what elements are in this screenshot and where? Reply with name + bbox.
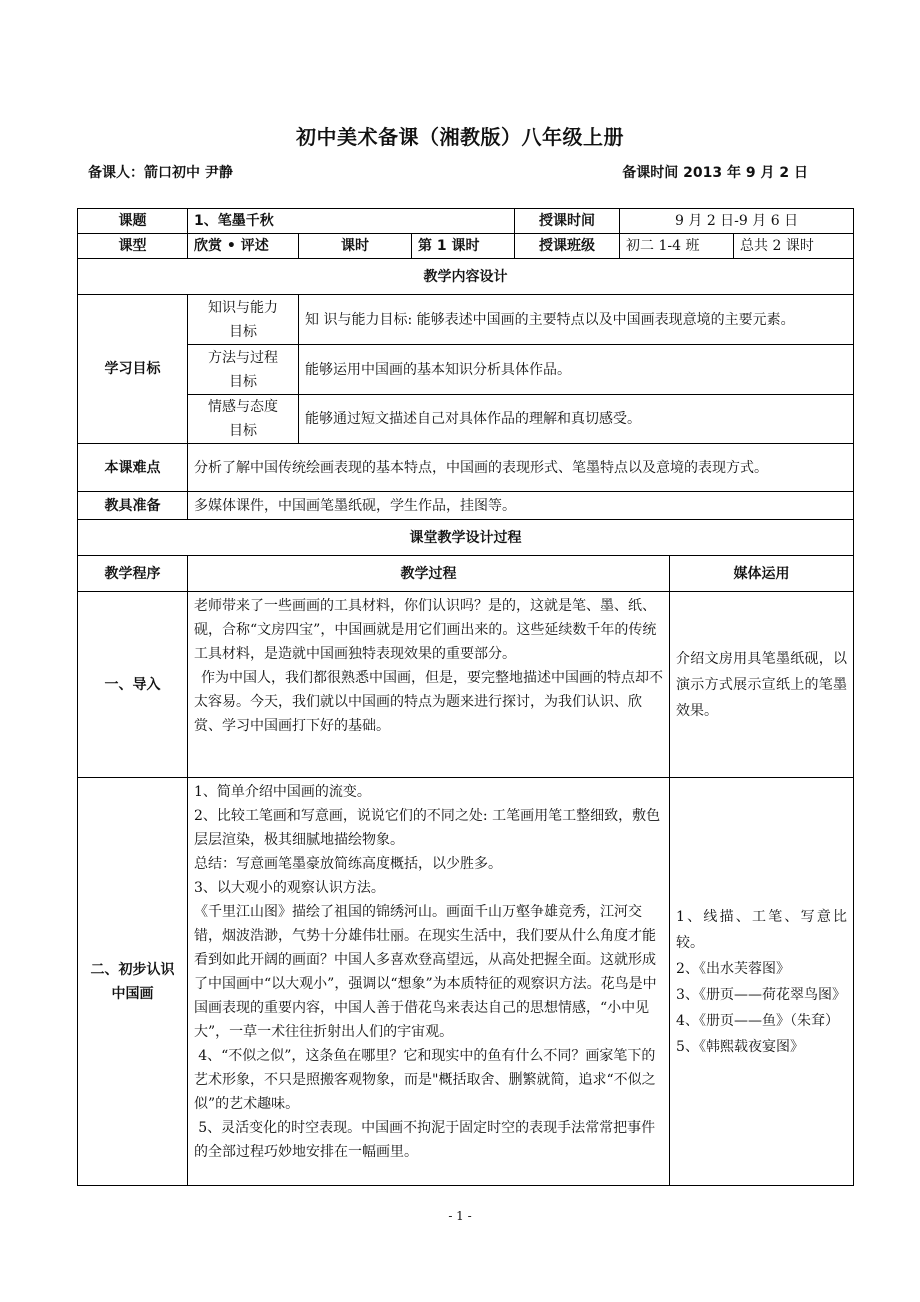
goal-text: 知 识与能力目标: 能够表述中国画的主要特点以及中国画表现意境的主要元素。 [299, 295, 854, 345]
time-label: 授课时间 [515, 209, 620, 234]
period-value: 第 1 课时 [412, 234, 515, 259]
paragraph: 1、简单介绍中国画的流变。 [194, 784, 371, 800]
paragraph: 2、比较工笔画和写意画，说说它们的不同之处: 工笔画用笔工整细致，敷色层层渲染，极其细腻地描绘物象。 [194, 808, 661, 848]
goal-text: 能够运用中国画的基本知识分析具体作品。 [299, 345, 854, 395]
media-item: 3、《册页——荷花翠鸟图》 [676, 986, 846, 1003]
paragraph: 《千里江山图》描绘了祖国的锦绣河山。画面千山万壑争雄竞秀，江河交错，烟波浩渺，气势十分雄伟壮丽。在现实生活中，我们要从什么角度才能看到如此开阔的画面？中国人多喜欢登高望远，从高处把握全面。这就形成了中国画中“以大观小”，强调以“想象”为本质特征的观察识方法。花鸟是中国画表现的重要内容，中国人善于借花鸟来表达自己的思想情感，“小中见大”，一草一术往往折射出人们的宇宙观。 [194, 904, 657, 1040]
goal-category [188, 395, 299, 444]
difficulty-text: 分析了解中国传统绘画表现的基本特点，中国画的表现形式、笔墨特点以及意境的表现方式。 [188, 444, 854, 492]
lesson-plan-table [77, 208, 854, 1186]
paragraph: 4、“不似之似”，这条鱼在哪里？它和现实中的鱼有什么不同？画家笔下的艺术形象，不只是照搬客观物象，而是"概括取舍、删繁就简，追求“不似之似”的艺术趣味。 [194, 1048, 656, 1112]
media-item: 5、《韩熙载夜宴图》 [676, 1038, 804, 1055]
page-number: - 1 - [448, 1209, 472, 1223]
class-value: 初二 1-4 班 [620, 234, 734, 259]
design-heading: 教学内容设计 [78, 259, 854, 295]
col-media: 媒体运用 [670, 556, 854, 592]
goal-category-line: 知识与能力 [208, 299, 278, 316]
paragraph: 5、灵活变化的时空表现。中国画不拘泥于固定时空的表现手法常常把事件的全部过程巧妙地安排在一幅画里。 [194, 1120, 656, 1160]
goal-category-line: 情感与态度 [208, 399, 278, 415]
paragraph: 作为中国人，我们都很熟悉中国画，但是，要完整地描述中国画的特点却不太容易。今天，我们就以中国画的特点为题来进行探讨，为我们认识、欣赏、学习中国画打下好的基础。 [194, 670, 663, 734]
paragraph: 老师带来了一些画画的工具材料，你们认识吗？是的，这就是笔、墨、纸、砚，合称“文房四宝”，中国画就是用它们画出来的。这些延续数千年的传统工具材料，是造就中国画独特表现效果的重要部分。 [194, 598, 657, 662]
col-process: 教学过程 [188, 556, 670, 592]
goal-category-line: 目标 [229, 373, 257, 390]
goal-category-line: 方法与过程 [208, 349, 278, 366]
col-stage: 教学程序 [78, 556, 188, 592]
total-periods: 总共 2 课时 [734, 234, 854, 259]
stage-2-label [78, 778, 188, 1186]
preparer: 备课人：箭口初中 尹静 [88, 165, 233, 181]
meta-line [88, 162, 808, 184]
topic-label: 课题 [78, 209, 188, 234]
document-title: 初中美术备课（湘教版）八年级上册 [296, 125, 624, 149]
goal-category [188, 295, 299, 345]
stage-1-process [188, 592, 670, 778]
goal-category-line: 目标 [229, 323, 257, 340]
topic-value: 1、笔墨千秋 [188, 209, 515, 234]
type-value: 欣赏 • 评述 [188, 234, 299, 259]
stage-2-media [670, 778, 854, 1186]
media-item: 2、《出水芙蓉图》 [676, 960, 790, 977]
tools-label: 教具准备 [78, 492, 188, 520]
goal-category-line: 目标 [229, 423, 257, 439]
stage-2-label-line: 二、初步认识 [90, 961, 175, 978]
paragraph: 3、以大观小的观察认识方法。 [194, 880, 385, 896]
media-item: 4、《册页——鱼》（朱耷） [676, 1012, 839, 1029]
period-label: 课时 [299, 234, 412, 259]
time-value: 9 月 2 日-9 月 6 日 [620, 209, 854, 234]
stage-2-label-line: 中国画 [111, 985, 154, 1002]
media-item: 1、线描、工笔、写意比较。 [676, 908, 848, 951]
paragraph: 总结：写意画笔墨豪放简练高度概括，以少胜多。 [194, 856, 502, 872]
stage-1-media: 介绍文房用具笔墨纸砚，以演示方式展示宣纸上的笔墨效果。 [670, 592, 854, 778]
tools-text: 多媒体课件，中国画笔墨纸砚，学生作品，挂图等。 [188, 492, 854, 520]
process-heading: 课堂教学设计过程 [78, 520, 854, 556]
stage-1-label: 一、导入 [78, 592, 188, 778]
class-label: 授课班级 [515, 234, 620, 259]
goals-label: 学习目标 [78, 295, 188, 444]
goal-category [188, 345, 299, 395]
prep-time: 备课时间 2013 年 9 月 2 日 [622, 165, 808, 181]
stage-2-process [188, 778, 670, 1186]
type-label: 课型 [78, 234, 188, 259]
difficulty-label: 本课难点 [78, 444, 188, 492]
goal-text: 能够通过短文描述自己对具体作品的理解和真切感受。 [299, 395, 854, 444]
